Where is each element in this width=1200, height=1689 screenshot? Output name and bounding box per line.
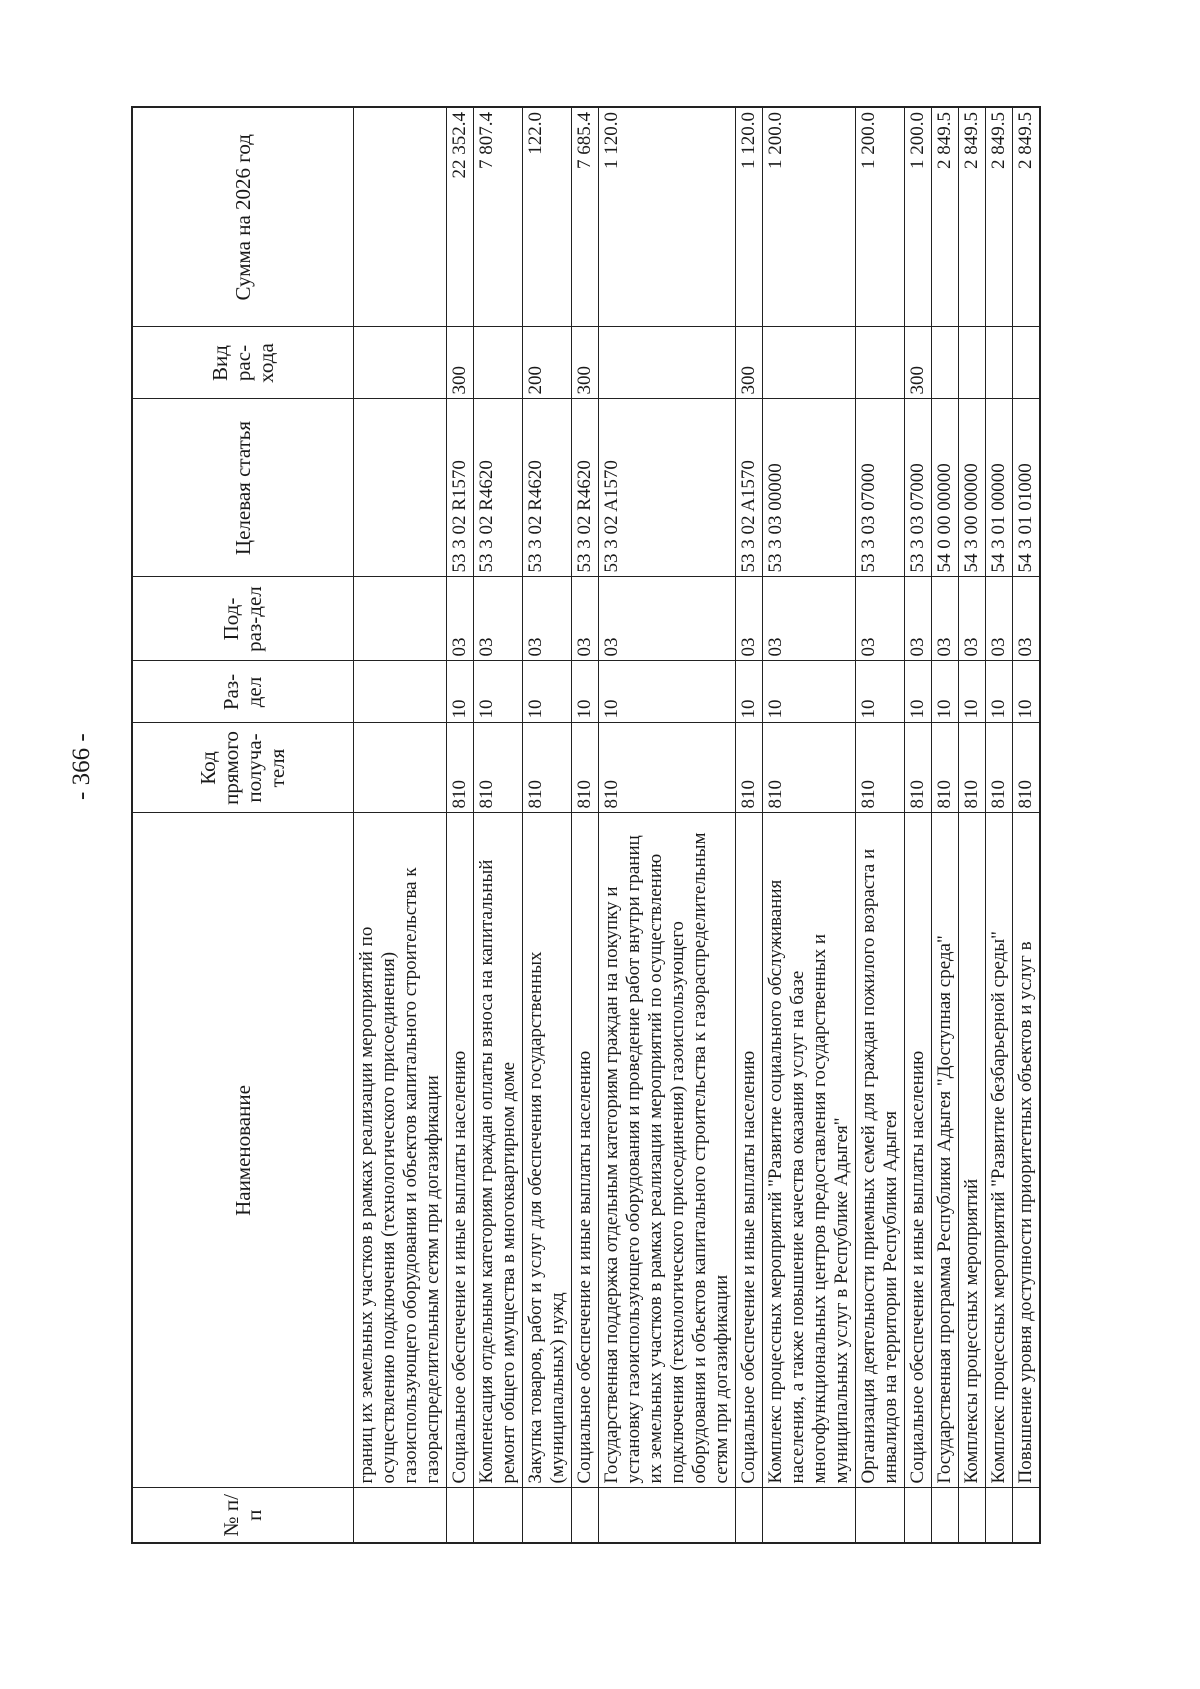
cell-recipient-code: 810 bbox=[523, 723, 572, 813]
cell-sum: 22 352.4 bbox=[447, 107, 474, 327]
cell-name: Комплекс процессных мероприятий "Развитие социального обслуживания населения, а также повышение качества оказания услуг на базе многофункциональных центров предоставления государственных и муниципальных услуг в Республике Адыгея" bbox=[763, 813, 856, 1488]
cell-subsection: 03 bbox=[572, 577, 599, 661]
table-row bbox=[932, 107, 959, 1543]
cell-expense-type: 300 bbox=[736, 327, 763, 399]
cell-sum: 122.0 bbox=[523, 107, 572, 327]
cell-section: 10 bbox=[474, 661, 523, 723]
cell-num bbox=[523, 1488, 572, 1543]
table-row bbox=[354, 107, 447, 1543]
cell-section: 10 bbox=[905, 661, 932, 723]
cell-name: Социальное обеспечение и иные выплаты населению bbox=[736, 813, 763, 1488]
cell-num bbox=[474, 1488, 523, 1543]
cell-target-article: 53 3 03 00000 bbox=[763, 399, 856, 577]
cell-section: 10 bbox=[986, 661, 1013, 723]
cell-num bbox=[447, 1488, 474, 1543]
cell-recipient-code: 810 bbox=[986, 723, 1013, 813]
cell-target-article: 53 3 03 07000 bbox=[856, 399, 905, 577]
cell-target-article: 53 3 02 A1570 bbox=[736, 399, 763, 577]
table-row bbox=[523, 107, 572, 1543]
cell-recipient-code: 810 bbox=[763, 723, 856, 813]
cell-num bbox=[572, 1488, 599, 1543]
cell-subsection: 03 bbox=[986, 577, 1013, 661]
cell-num bbox=[1013, 1488, 1041, 1543]
cell-name: Государственная программа Республики Адыгея "Доступная среда" bbox=[932, 813, 959, 1488]
cell-subsection: 03 bbox=[932, 577, 959, 661]
header-num: № п/п bbox=[132, 1488, 354, 1543]
table-frame bbox=[131, 108, 1053, 1544]
cell-section: 10 bbox=[599, 661, 736, 723]
cell-recipient-code: 810 bbox=[932, 723, 959, 813]
cell-num bbox=[599, 1488, 736, 1543]
cell-recipient-code: 810 bbox=[959, 723, 986, 813]
cell-recipient-code: 810 bbox=[856, 723, 905, 813]
cell-target-article: 54 3 01 01000 bbox=[1013, 399, 1041, 577]
cell-subsection: 03 bbox=[905, 577, 932, 661]
cell-name: Социальное обеспечение и иные выплаты населению bbox=[905, 813, 932, 1488]
cell-sum: 1 120.0 bbox=[599, 107, 736, 327]
cell-subsection: 03 bbox=[447, 577, 474, 661]
cell-expense-type: 300 bbox=[905, 327, 932, 399]
header-section: Раз-дел bbox=[132, 661, 354, 723]
header-expense-type: Вид рас-хода bbox=[132, 327, 354, 399]
cell-name: Повышение уровня доступности приоритетных объектов и услуг в bbox=[1013, 813, 1041, 1488]
cell-section: 10 bbox=[959, 661, 986, 723]
cell-section: 10 bbox=[856, 661, 905, 723]
budget-table bbox=[131, 106, 1041, 1544]
cell-num bbox=[959, 1488, 986, 1543]
cell-expense-type: 300 bbox=[572, 327, 599, 399]
cell-sum: 7 807.4 bbox=[474, 107, 523, 327]
cell-target-article: 53 3 02 R1570 bbox=[447, 399, 474, 577]
table-row bbox=[447, 107, 474, 1543]
cell-section: 10 bbox=[523, 661, 572, 723]
cell-subsection: 03 bbox=[474, 577, 523, 661]
cell-subsection: 03 bbox=[599, 577, 736, 661]
cell-recipient-code: 810 bbox=[736, 723, 763, 813]
cell-recipient-code bbox=[354, 723, 447, 813]
cell-expense-type bbox=[959, 327, 986, 399]
cell-num bbox=[856, 1488, 905, 1543]
cell-num bbox=[905, 1488, 932, 1543]
cell-subsection: 03 bbox=[959, 577, 986, 661]
table-row bbox=[959, 107, 986, 1543]
cell-expense-type bbox=[763, 327, 856, 399]
cell-target-article bbox=[354, 399, 447, 577]
cell-target-article: 53 3 02 A1570 bbox=[599, 399, 736, 577]
cell-sum: 1 200.0 bbox=[856, 107, 905, 327]
cell-subsection: 03 bbox=[856, 577, 905, 661]
header-target-article: Целевая статья bbox=[132, 399, 354, 577]
cell-section: 10 bbox=[572, 661, 599, 723]
cell-target-article: 53 3 02 R4620 bbox=[474, 399, 523, 577]
table-row bbox=[1013, 107, 1041, 1543]
cell-name: Организация деятельности приемных семей для граждан пожилого возраста и инвалидов на территории Республики Адыгея bbox=[856, 813, 905, 1488]
cell-subsection: 03 bbox=[763, 577, 856, 661]
cell-recipient-code: 810 bbox=[905, 723, 932, 813]
table-row bbox=[599, 107, 736, 1543]
cell-expense-type: 200 bbox=[523, 327, 572, 399]
cell-sum: 2 849.5 bbox=[932, 107, 959, 327]
page-number: - 366 - bbox=[68, 733, 95, 800]
cell-expense-type bbox=[932, 327, 959, 399]
cell-expense-type bbox=[599, 327, 736, 399]
header-name: Наименование bbox=[132, 813, 354, 1488]
header-subsection: Под-раз-дел bbox=[132, 577, 354, 661]
table-header-row bbox=[132, 107, 354, 1543]
cell-num bbox=[932, 1488, 959, 1543]
cell-sum: 2 849.5 bbox=[986, 107, 1013, 327]
table-row bbox=[572, 107, 599, 1543]
header-recipient-code: Код прямого получа-теля bbox=[132, 723, 354, 813]
cell-expense-type bbox=[986, 327, 1013, 399]
cell-target-article: 54 3 01 00000 bbox=[986, 399, 1013, 577]
cell-name: Социальное обеспечение и иные выплаты населению bbox=[447, 813, 474, 1488]
cell-subsection: 03 bbox=[1013, 577, 1041, 661]
header-sum-2026: Сумма на 2026 год bbox=[132, 107, 354, 327]
table-body bbox=[354, 107, 1041, 1543]
cell-recipient-code: 810 bbox=[572, 723, 599, 813]
table-row bbox=[474, 107, 523, 1543]
cell-name: Комплекс процессных мероприятий "Развитие безбарьерной среды" bbox=[986, 813, 1013, 1488]
cell-section: 10 bbox=[1013, 661, 1041, 723]
cell-num bbox=[986, 1488, 1013, 1543]
cell-expense-type bbox=[474, 327, 523, 399]
cell-sum: 7 685.4 bbox=[572, 107, 599, 327]
table-row bbox=[856, 107, 905, 1543]
cell-expense-type bbox=[354, 327, 447, 399]
table-row bbox=[736, 107, 763, 1543]
cell-sum: 2 849.5 bbox=[959, 107, 986, 327]
cell-target-article: 54 3 00 00000 bbox=[959, 399, 986, 577]
cell-recipient-code: 810 bbox=[474, 723, 523, 813]
cell-sum: 1 200.0 bbox=[905, 107, 932, 327]
cell-sum: 1 120.0 bbox=[736, 107, 763, 327]
cell-section: 10 bbox=[763, 661, 856, 723]
cell-target-article: 53 3 03 07000 bbox=[905, 399, 932, 577]
cell-subsection: 03 bbox=[523, 577, 572, 661]
cell-num bbox=[763, 1488, 856, 1543]
cell-name: Компенсация отдельным категориям граждан оплаты взноса на капитальный ремонт общего имущества в многоквартирном доме bbox=[474, 813, 523, 1488]
cell-name: Закупка товаров, работ и услуг для обеспечения государственных (муниципальных) нужд bbox=[523, 813, 572, 1488]
cell-expense-type bbox=[856, 327, 905, 399]
cell-section: 10 bbox=[932, 661, 959, 723]
cell-num bbox=[354, 1488, 447, 1543]
cell-sum: 2 849.5 bbox=[1013, 107, 1041, 327]
cell-subsection: 03 bbox=[736, 577, 763, 661]
cell-recipient-code: 810 bbox=[447, 723, 474, 813]
cell-name: Социальное обеспечение и иные выплаты населению bbox=[572, 813, 599, 1488]
cell-expense-type bbox=[1013, 327, 1041, 399]
cell-target-article: 53 3 02 R4620 bbox=[523, 399, 572, 577]
cell-target-article: 53 3 02 R4620 bbox=[572, 399, 599, 577]
cell-name: границ их земельных участков в рамках реализации мероприятий по осуществлению подключения (технологического присоединения) газоиспользующего оборудования и объектов капитального строительства к газораспределительным сетям при догазификации bbox=[354, 813, 447, 1488]
cell-sum: 1 200.0 bbox=[763, 107, 856, 327]
cell-name: Комплексы процессных мероприятий bbox=[959, 813, 986, 1488]
cell-num bbox=[736, 1488, 763, 1543]
table-row bbox=[986, 107, 1013, 1543]
table-row bbox=[905, 107, 932, 1543]
cell-name: Государственная поддержка отдельным категориям граждан на покупку и установку газоиспользующего оборудования и проведение работ внутри границ их земельных участков в рамках реализации мероприятий по осуществлению подключения (технологического присоединения) газоиспользующего оборудования и объектов капитального строительства к газораспределительным сетям при догазификации bbox=[599, 813, 736, 1488]
cell-recipient-code: 810 bbox=[1013, 723, 1041, 813]
cell-sum bbox=[354, 107, 447, 327]
cell-recipient-code: 810 bbox=[599, 723, 736, 813]
cell-section bbox=[354, 661, 447, 723]
cell-subsection bbox=[354, 577, 447, 661]
cell-section: 10 bbox=[736, 661, 763, 723]
cell-section: 10 bbox=[447, 661, 474, 723]
cell-target-article: 54 0 00 00000 bbox=[932, 399, 959, 577]
table-row bbox=[763, 107, 856, 1543]
cell-expense-type: 300 bbox=[447, 327, 474, 399]
